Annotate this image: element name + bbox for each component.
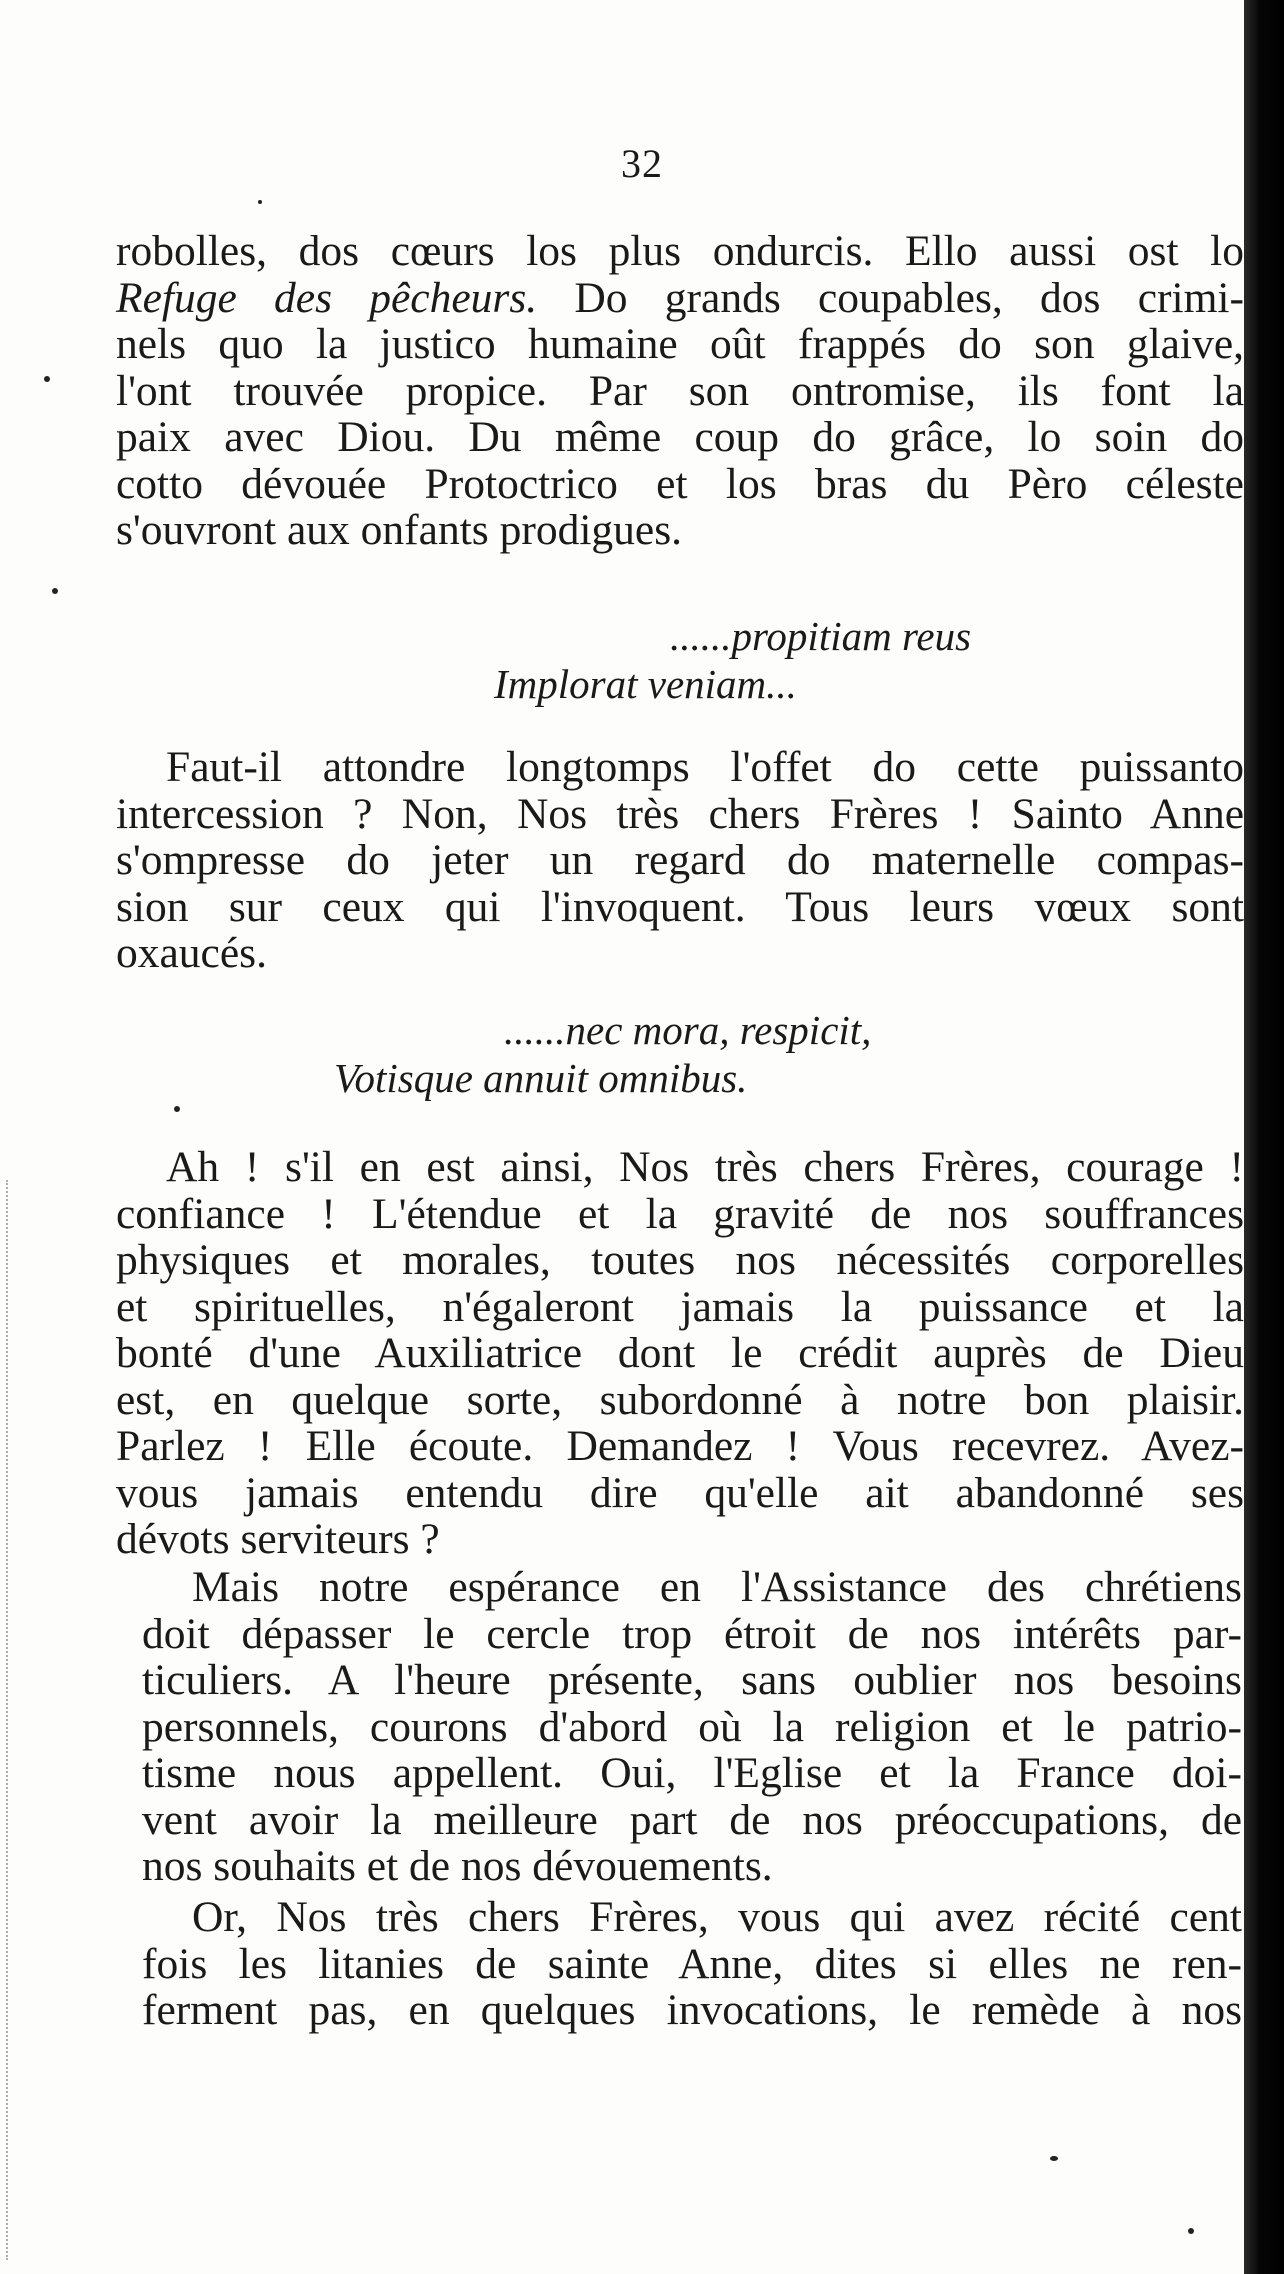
text-line: ferment pas, en quelques invocations, le remède à nos xyxy=(142,1986,1242,2034)
text-line: sion sur ceux qui l'invoquent. Tous leurs vœux sont xyxy=(116,882,1244,931)
binding-edge xyxy=(1244,0,1284,2274)
text-line: Refuge des pêcheurs. Do grands coupables, dos crimi- xyxy=(116,273,1244,322)
text-line: ticuliers. A l'heure présente, sans oublier nos besoins xyxy=(142,1656,1242,1704)
verse-line: Votisque annuit omnibus. xyxy=(334,1055,748,1101)
verse-line: Implorat veniam... xyxy=(494,661,797,707)
ink-speck xyxy=(1050,2156,1058,2161)
ink-speck xyxy=(258,200,262,204)
paragraph-5 xyxy=(142,1894,1242,2034)
ink-speck xyxy=(1188,2228,1194,2234)
text-line: oxaucés. xyxy=(116,929,267,977)
latin-verse-2 xyxy=(334,1006,871,1102)
paragraph-1 xyxy=(116,228,1244,554)
ink-speck xyxy=(52,588,58,594)
text-line: Faut-il attondre longtomps l'offet do cette puissanto xyxy=(166,743,1244,791)
text-line: intercession ? Non, Nos très chers Frères ! Sainto Anne xyxy=(116,789,1244,838)
text-line: est, en quelque sorte, subordonné à notre bon plaisir. xyxy=(116,1375,1244,1424)
italic-phrase: Refuge des pêcheurs. xyxy=(116,273,538,322)
page-number: 32 xyxy=(621,141,663,186)
text-line: personnels, courons d'abord où la religion et le patrio- xyxy=(142,1702,1242,1751)
text-line: confiance ! L'étendue et la gravité de nos souffrances xyxy=(116,1189,1244,1238)
text-line: dévots serviteurs ? xyxy=(116,1515,440,1563)
latin-verse-1 xyxy=(494,612,971,708)
verse-line: ......nec mora, respicit, xyxy=(504,1007,872,1053)
text-line: robolles, dos cœurs los plus ondurcis. Ello aussi ost lo xyxy=(116,227,1244,275)
text-line: nels quo la justico humaine oût frappés do son glaive, xyxy=(116,320,1244,368)
text-line: vent avoir la meilleure part de nos préoccupations, de xyxy=(142,1795,1242,1844)
text-line: Or, Nos très chers Frères, vous qui avez récité cent xyxy=(192,1893,1242,1941)
text-line: paix avec Diou. Du même coup do grâce, lo soin do xyxy=(116,413,1244,461)
text-line: bonté d'une Auxiliatrice dont le crédit auprès de Dieu xyxy=(116,1329,1244,1377)
margin-speckle xyxy=(6,1180,12,2260)
verse-line: ......propitiam reus xyxy=(670,613,972,659)
text-line: Mais notre espérance en l'Assistance des chrétiens xyxy=(192,1563,1242,1611)
paragraph-4 xyxy=(142,1564,1242,1890)
text-line: Ah ! s'il en est ainsi, Nos très chers Frères, courage ! xyxy=(166,1143,1244,1191)
text-line: cotto dévouée Protoctrico et los bras du Pèro céleste xyxy=(116,459,1244,508)
paragraph-2 xyxy=(116,744,1244,977)
text-line: vous jamais entendu dire qu'elle ait abandonné ses xyxy=(116,1468,1244,1517)
ink-speck xyxy=(174,1106,180,1112)
text-line: s'ouvront aux onfants prodigues. xyxy=(116,506,683,554)
text-line: nos souhaits et de nos dévouements. xyxy=(142,1842,773,1890)
text-line: fois les litanies de sainte Anne, dites si elles ne ren- xyxy=(142,1939,1242,1988)
text-line: et spirituelles, n'égaleront jamais la puissance et la xyxy=(116,1282,1244,1331)
ink-speck xyxy=(44,376,50,382)
text-line: s'ompresse do jeter un regard do maternelle compas- xyxy=(116,836,1244,884)
text-line: Parlez ! Elle écoute. Demandez ! Vous recevrez. Avez- xyxy=(116,1422,1244,1470)
text-line: l'ont trouvée propice. Par son ontromise, ils font la xyxy=(116,366,1244,415)
text-line: tisme nous appellent. Oui, l'Eglise et la France doi- xyxy=(142,1749,1242,1797)
text-line: doit dépasser le cercle trop étroit de nos intérêts par- xyxy=(142,1609,1242,1658)
paragraph-3 xyxy=(116,1144,1244,1563)
text-line: physiques et morales, toutes nos nécessités corporelles xyxy=(116,1236,1244,1284)
